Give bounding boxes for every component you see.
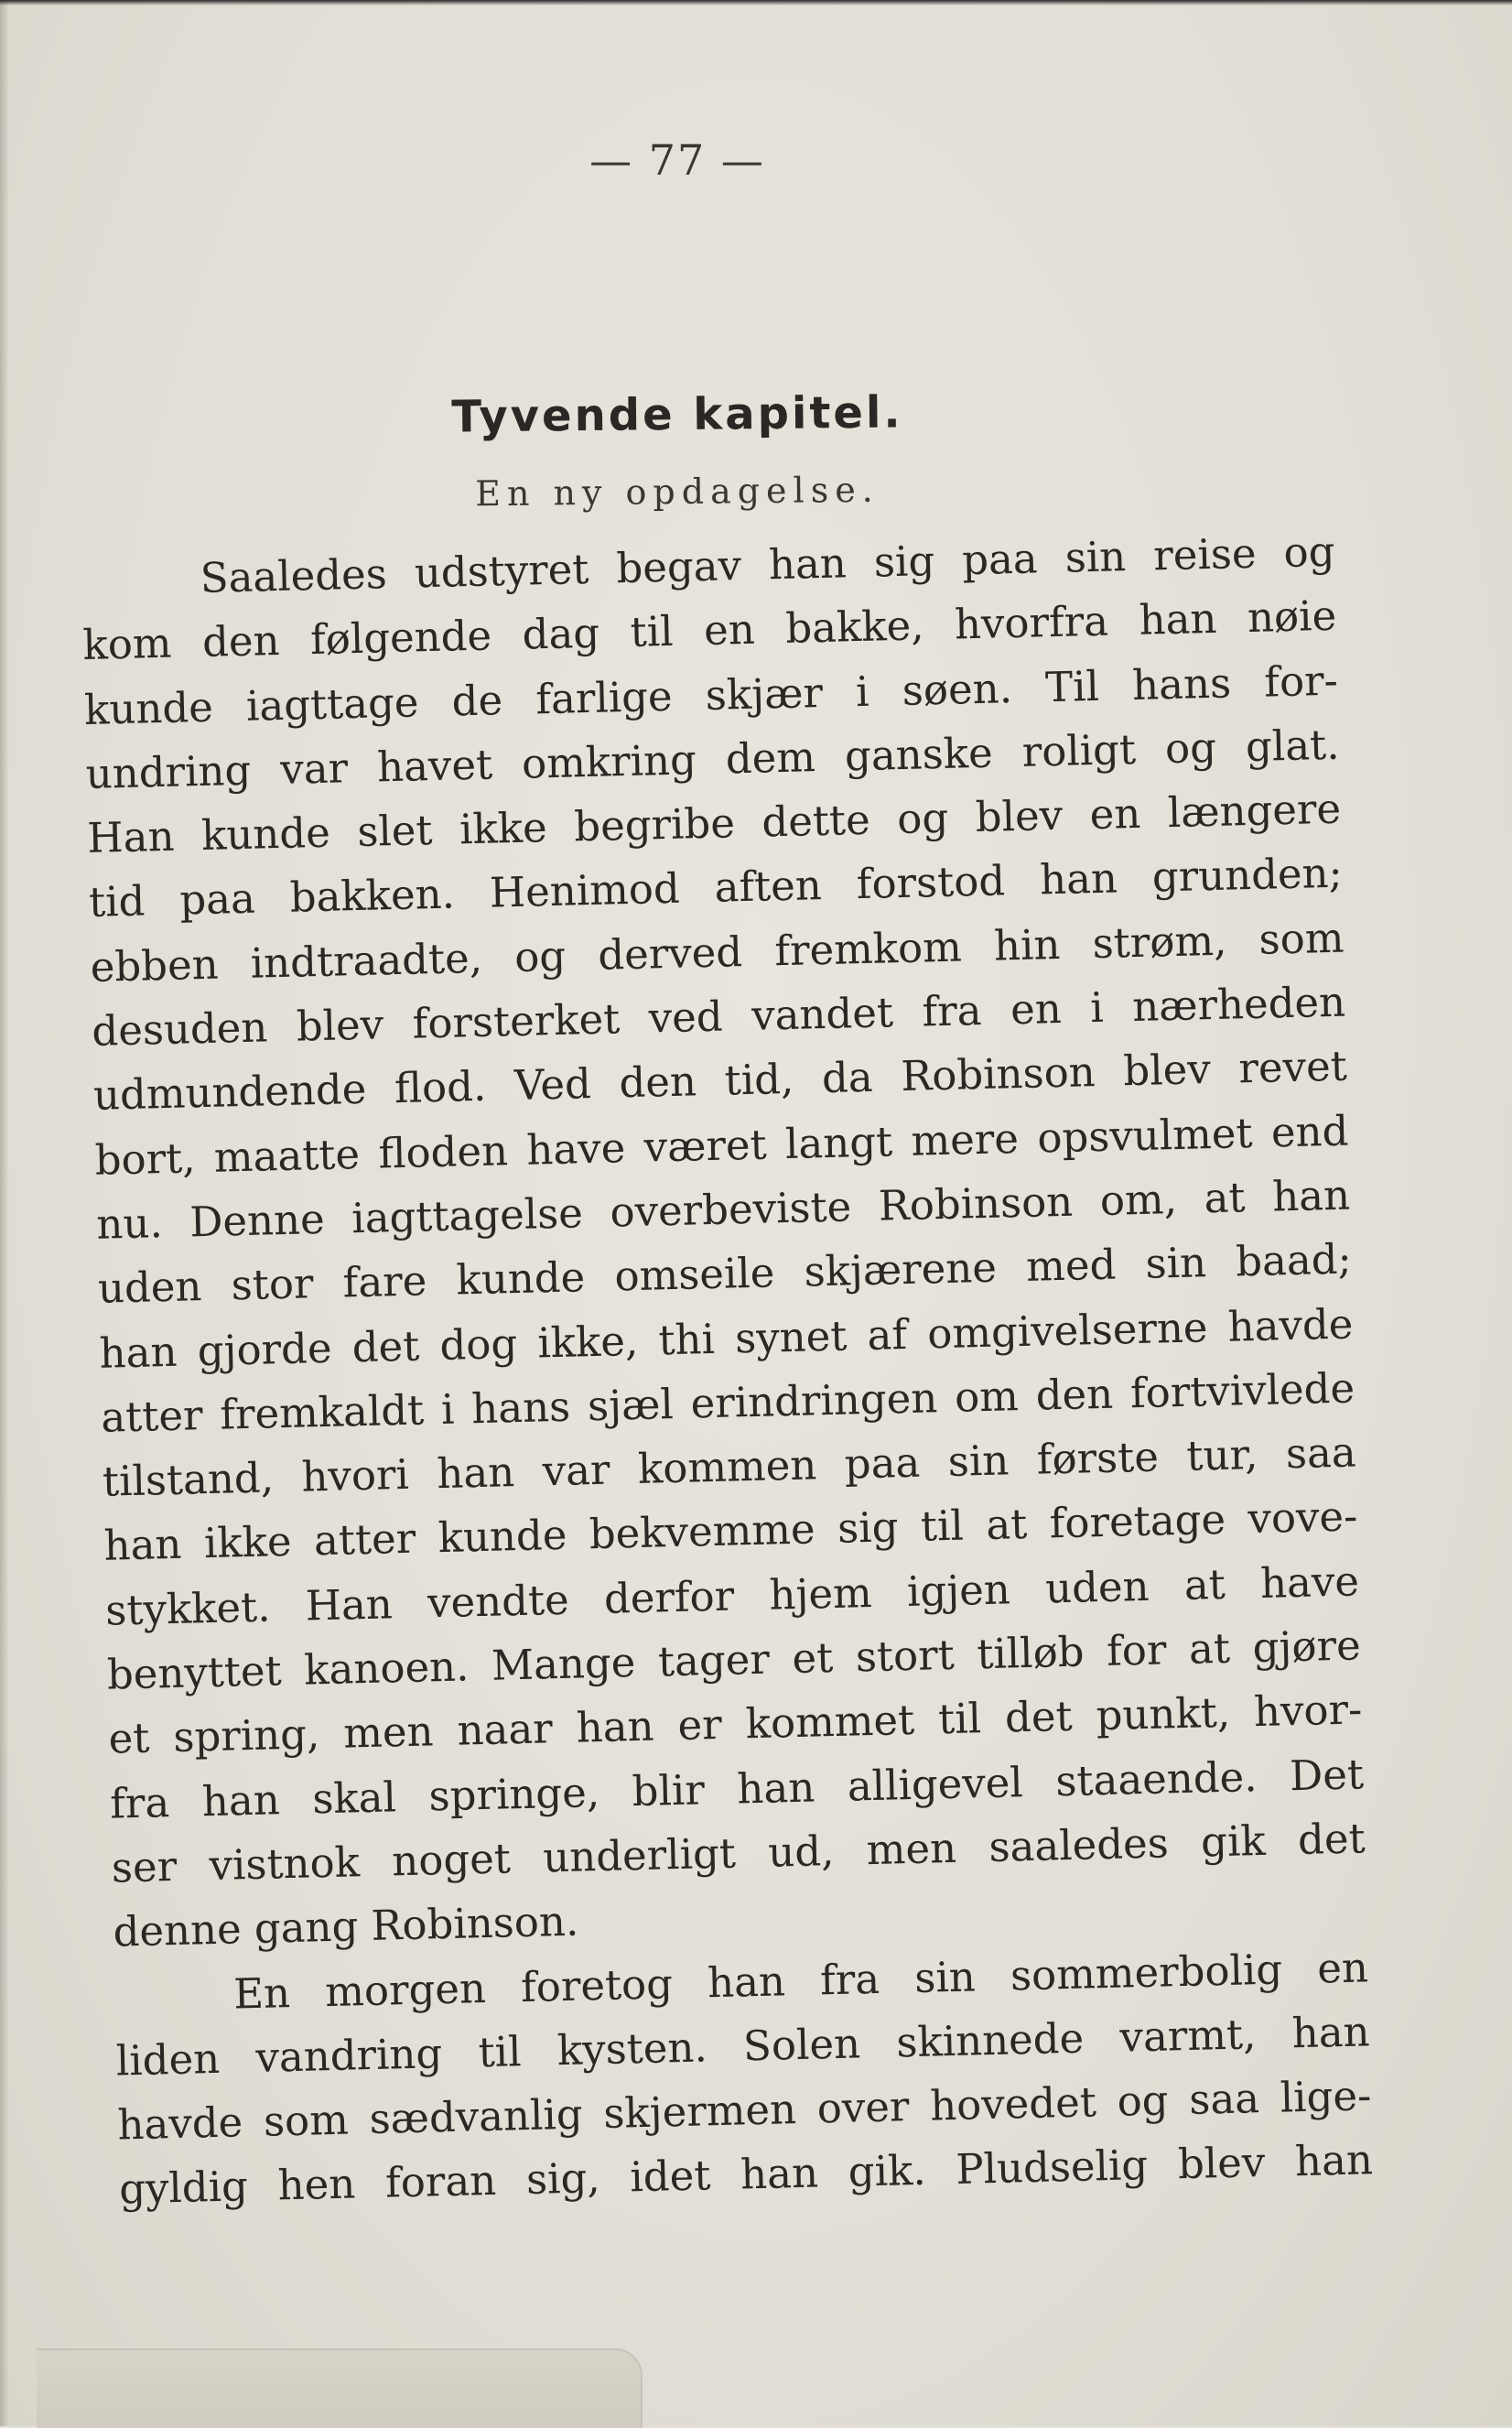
paragraph-2 [113,1935,1373,2222]
text-line: ser vistnok noget underligt ud, men saaledes gik det [111,1814,1366,1892]
text-line: liden vandring til kysten. Solen skinnede varmt, han [115,2007,1371,2086]
text-line: En morgen foretog han fra sin sommerbolig en [232,1942,1369,2019]
text-line: fra han skal springe, blir han alligevel staaende. Det [109,1749,1365,1828]
text-line: denne gang Robinson. [112,1896,579,1956]
page-number: — 77 — [589,135,765,185]
text-line: stykket. Han vendte derfor hjem igjen uden at have [104,1556,1360,1635]
text-line: nu. Denne iagttagelse overbeviste Robinson om, at han [95,1170,1351,1249]
text-line: Saaledes udstyret begav han sig paa sin reise og [200,526,1336,602]
paragraph-1 [81,520,1367,1965]
text-line: han ikke atter kunde bekvemme sig til at foretage vove- [103,1491,1358,1571]
chapter-subtitle: En ny opdagelse. [475,469,880,515]
text-line: benyttet kanoen. Mange tager et stort tilløb for at gjøre [106,1620,1362,1699]
text-line: havde som sædvanlig skjermen over hovedet og saa lige- [116,2071,1372,2150]
text-line: et spring, men naar han er kommet til det punkt, hvor- [107,1685,1363,1763]
chapter-title: Tyvende kapitel. [451,386,903,443]
text-line: kunde iagttage de farlige skjær i søen. Til hans for- [83,656,1339,734]
text-line: ebben indtraadte, og derved fremkom hin strøm, som [90,913,1345,992]
text-line: desuden blev forsterket ved vandet fra en i nærheden [91,977,1346,1056]
text-line: gyldig hen foran sig, idet han gik. Pludselig blev han [118,2135,1374,2214]
page-top-edge-shadow [0,0,1512,5]
text-line: bort, maatte floden have været langt mere opsvulmet end [94,1106,1349,1185]
text-line: udmundende flod. Ved den tid, da Robinson blev revet [92,1041,1348,1121]
text-line: han gjorde det dog ikke, thi synet af omgivelserne havde [99,1299,1354,1378]
text-line: tilstand, hvori han var kommen paa sin første tur, saa [102,1427,1357,1506]
text-line: atter fremkaldt i hans sjæl erindringen om den fortvivlede [100,1363,1355,1442]
text-line: uden stor fare kunde omseile skjærene med sin baad; [97,1234,1353,1314]
page-left-edge-shadow [0,0,9,2426]
text-line: tid paa bakken. Henimod aften forstod han grunden; [88,849,1344,927]
text-line: kom den følgende dag til en bakke, hvorfra han nøie [81,591,1337,670]
text-line: Han kunde slet ikke begribe dette og blev en længere [86,784,1342,863]
text-line: undring var havet omkring dem ganske roligt og glat. [85,720,1341,798]
next-page-edge [37,2348,643,2428]
body-text [81,520,1374,2222]
